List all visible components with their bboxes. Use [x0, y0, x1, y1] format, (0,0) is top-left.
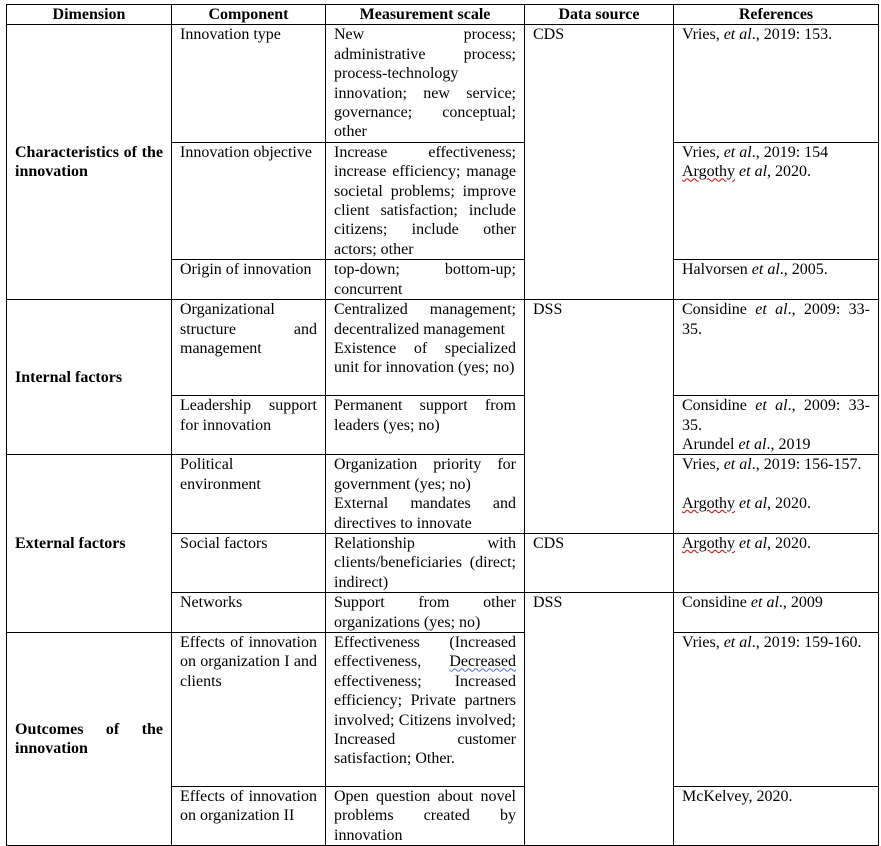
scale-text: Open question about novel problems created by innovation: [334, 787, 516, 844]
component-label: Innovation type: [180, 26, 281, 44]
dimension-cell: [7, 300, 172, 455]
reference-text: Halvorsen et al., 2005.: [682, 261, 828, 279]
reference-text: Argothy et al, 2020.: [682, 534, 812, 552]
reference-text: Vries, et al., 2019: 156-157.: [682, 456, 862, 474]
data-source-label: DSS: [533, 301, 563, 319]
components-table: [6, 4, 879, 846]
references-cell: [674, 455, 879, 534]
measurement-scale-cell: [326, 396, 525, 455]
measurement-scale-cell: [326, 142, 525, 259]
references-cell: [674, 632, 879, 786]
component-cell: [172, 25, 326, 142]
references-cell: [674, 25, 879, 142]
header-dimension: Dimension: [7, 5, 172, 25]
component-label: Social factors: [180, 534, 268, 552]
references-cell: [674, 300, 879, 396]
reference-text: Vries, et al., 2019: 154: [682, 143, 829, 161]
reference-text: Considine et al., 2009: [682, 594, 823, 612]
component-label: Organizational structure and management: [180, 301, 317, 357]
component-label: Networks: [180, 594, 243, 612]
reference-text: Arundel et al., 2019: [682, 435, 811, 453]
header-row: [7, 5, 879, 25]
data-source-label: CDS: [533, 26, 565, 44]
references-cell: [674, 786, 879, 845]
dimension-cell: [7, 25, 172, 300]
header-references: References: [674, 5, 879, 25]
dimension-cell: [7, 632, 172, 845]
dimension-label: Internal factors: [15, 368, 123, 386]
component-cell: [172, 396, 326, 455]
references-cell: [674, 142, 879, 259]
component-cell: [172, 300, 326, 396]
dimension-cell: [7, 455, 172, 633]
data-source-cell: [525, 593, 674, 846]
component-cell: [172, 533, 326, 592]
table-row: [7, 300, 879, 396]
component-label: Effects of innovation on organization I and clients: [180, 633, 317, 690]
scale-text: top-down; bottom-up; concurrent: [334, 261, 516, 298]
reference-text: Vries, et al., 2019: 159-160.: [682, 633, 862, 651]
component-label: Leadership support for innovation: [180, 397, 317, 434]
component-label: Political environment: [180, 456, 261, 493]
table-row: [7, 25, 879, 142]
dimension-label: Outcomes of the innovation: [15, 720, 163, 758]
reference-text: Argothy et al, 2020.: [682, 495, 812, 513]
scale-text: Effectiveness (Increased effectiveness, Decreased effectiveness; Increased efficiency; Private partners involved; Citizens involved; Increased customer satisfaction; Other.: [334, 633, 516, 768]
data-source-cell: [525, 533, 674, 592]
scale-text: Increase effectiveness; increase efficiency; manage societal problems; improve client satisfaction; include citizens; include other actors; other: [334, 143, 516, 258]
header-measurement-scale: Measurement scale: [326, 5, 525, 25]
data-source-label: CDS: [533, 534, 565, 552]
measurement-scale-cell: [326, 593, 525, 633]
component-cell: [172, 593, 326, 633]
component-label: Innovation objective: [180, 143, 312, 161]
measurement-scale-cell: [326, 25, 525, 142]
component-label: Effects of innovation on organization II: [180, 787, 317, 825]
header-component: Component: [172, 5, 326, 25]
scale-text: Organization priority for government (yes; no): [334, 456, 516, 493]
scale-text: Permanent support from leaders (yes; no): [334, 397, 516, 434]
component-cell: [172, 632, 326, 786]
references-cell: [674, 593, 879, 633]
references-cell: [674, 396, 879, 455]
reference-text: [682, 475, 870, 494]
scale-text: New process; administrative process; process-technology innovation; new service; governance; conceptual; other: [334, 26, 516, 141]
references-cell: [674, 260, 879, 300]
scale-text: Relationship with clients/beneficiaries (direct; indirect): [334, 534, 516, 591]
table-row: [7, 632, 879, 786]
header-data-source: Data source: [525, 5, 674, 25]
table-row: [7, 455, 879, 534]
data-source-cell: [525, 300, 674, 534]
data-source-cell: [525, 25, 674, 300]
reference-text: McKelvey, 2020.: [682, 787, 793, 805]
component-cell: [172, 786, 326, 845]
dimension-label: External factors: [15, 534, 126, 552]
measurement-scale-cell: [326, 455, 525, 534]
reference-text: Vries, et al., 2019: 153.: [682, 26, 833, 44]
scale-text: Support from other organizations (yes; no): [334, 594, 516, 631]
scale-text: Existence of specialized unit for innovation (yes; no): [334, 339, 516, 377]
component-cell: [172, 142, 326, 259]
reference-text: Considine et al., 2009: 33-35.: [682, 397, 870, 434]
component-cell: [172, 455, 326, 534]
dimension-label: Characteristics of the innovation: [15, 143, 163, 181]
measurement-scale-cell: [326, 300, 525, 396]
scale-text: External mandates and directives to innovate: [334, 495, 516, 532]
data-source-label: DSS: [533, 594, 563, 612]
references-cell: [674, 533, 879, 592]
measurement-scale-cell: [326, 786, 525, 845]
component-label: Origin of innovation: [180, 261, 312, 279]
reference-text: Argothy et al, 2020.: [682, 163, 812, 181]
measurement-scale-cell: [326, 260, 525, 300]
measurement-scale-cell: [326, 632, 525, 786]
reference-text: Considine et al., 2009: 33-35.: [682, 301, 870, 338]
scale-text: Centralized management; decentralized management: [334, 301, 516, 338]
measurement-scale-cell: [326, 533, 525, 592]
component-cell: [172, 260, 326, 300]
